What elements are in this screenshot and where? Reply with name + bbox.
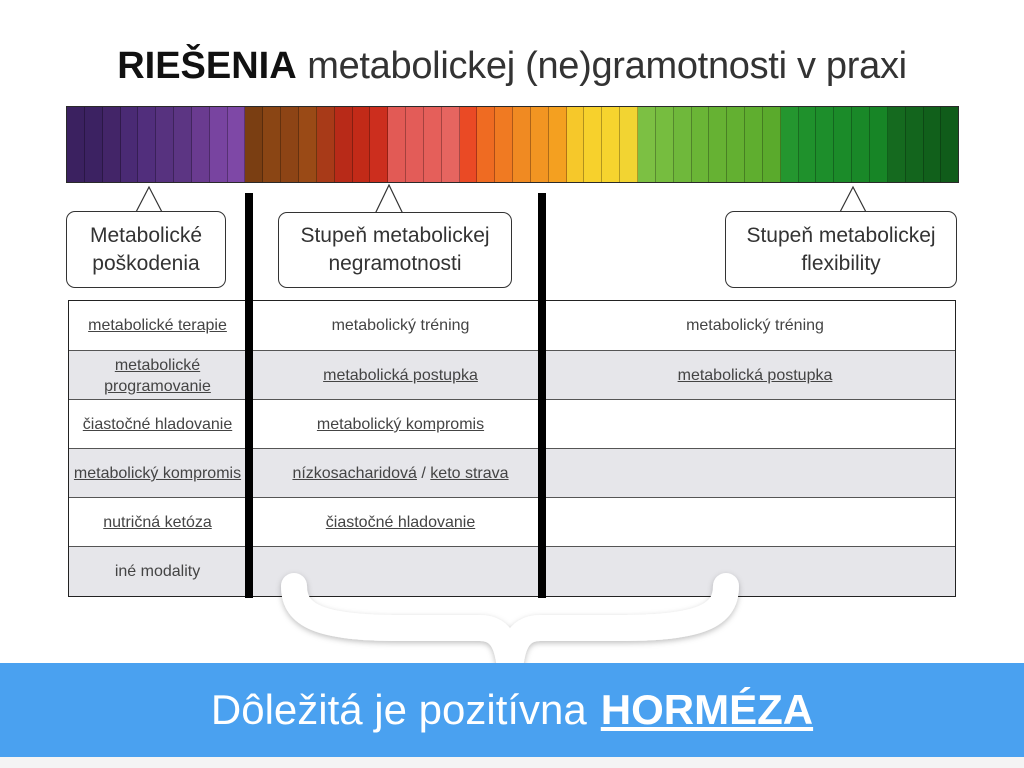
link-text[interactable]: keto strava — [430, 465, 509, 482]
callout-metabolic-flexibility — [725, 211, 957, 288]
table-cell — [69, 301, 246, 350]
spectrum-band — [121, 107, 139, 182]
callout-text: Stupeň metabolickej flexibility — [746, 223, 936, 275]
spectrum-band — [549, 107, 567, 182]
spectrum-band — [567, 107, 585, 182]
spectrum-band — [210, 107, 228, 182]
spectrum-band — [763, 107, 781, 182]
column-divider — [245, 193, 253, 598]
conclusion-banner — [0, 663, 1024, 757]
spectrum-band — [228, 107, 246, 182]
spectrum-band — [460, 107, 478, 182]
spectrum-band — [103, 107, 121, 182]
spectrum-band — [353, 107, 371, 182]
callout-text: Stupeň metabolickej negramotnosti — [300, 224, 490, 275]
link-text[interactable]: metabolický kompromis — [73, 465, 242, 482]
spectrum-band — [781, 107, 799, 182]
spectrum-band — [299, 107, 317, 182]
table-cell — [555, 400, 955, 449]
spectrum-band — [834, 107, 852, 182]
banner-lead-text: Dôležitá je pozitívna — [210, 686, 587, 733]
slide-bottom-edge — [0, 757, 1024, 768]
callout-metabolic-illiteracy — [278, 212, 512, 288]
title-rest: metabolickej (ne)gramotnosti v praxi — [307, 45, 907, 87]
spectrum-band — [156, 107, 174, 182]
spectrum-band — [674, 107, 692, 182]
table-cell — [69, 351, 246, 400]
cell-text: metabolický tréning — [686, 317, 824, 334]
table-cell — [69, 498, 246, 547]
spectrum-band — [138, 107, 156, 182]
table-cell — [254, 351, 547, 400]
link-text[interactable]: nízkosacharidová — [292, 465, 417, 482]
spectrum-band — [477, 107, 495, 182]
cell-text: metabolický tréning — [331, 317, 470, 334]
spectrum-band — [799, 107, 817, 182]
spectrum-band — [192, 107, 210, 182]
spectrum-band — [174, 107, 192, 182]
spectrum-band — [602, 107, 620, 182]
spectrum-band — [692, 107, 710, 182]
spectrum-band — [406, 107, 424, 182]
spectrum-band — [85, 107, 103, 182]
cell-text: iné modality — [114, 563, 201, 580]
spectrum-band — [245, 107, 263, 182]
table-row — [69, 350, 955, 400]
slide-title — [0, 44, 1024, 88]
link-text[interactable]: čiastočné hladovanie — [82, 416, 233, 433]
table-cell — [254, 498, 547, 547]
table-cell — [555, 351, 955, 400]
spectrum-band — [727, 107, 745, 182]
spectrum-band — [816, 107, 834, 182]
callout-text: Metabolické poškodenia — [89, 223, 203, 275]
spectrum-band — [370, 107, 388, 182]
spectrum-band — [335, 107, 353, 182]
spectrum-band — [852, 107, 870, 182]
spectrum-band — [638, 107, 656, 182]
link-text[interactable]: metabolické terapie — [88, 317, 227, 334]
spectrum-band — [870, 107, 888, 182]
spectrum-band — [388, 107, 406, 182]
spectrum-band — [888, 107, 906, 182]
color-spectrum-bar — [66, 106, 959, 183]
spectrum-band — [745, 107, 763, 182]
spectrum-band — [495, 107, 513, 182]
spectrum-band — [941, 107, 958, 182]
table-cell — [555, 449, 955, 498]
table-row — [69, 301, 955, 350]
link-text[interactable]: metabolická postupka — [323, 367, 478, 384]
spectrum-band — [281, 107, 299, 182]
modalities-table — [68, 300, 956, 597]
table-row — [69, 399, 955, 449]
table-row — [69, 497, 955, 547]
spectrum-band — [317, 107, 335, 182]
table-cell — [69, 400, 246, 449]
separator-text: / — [416, 465, 431, 482]
table-row — [69, 448, 955, 498]
table-cell — [69, 449, 246, 498]
spectrum-band — [584, 107, 602, 182]
table-cell — [254, 301, 547, 350]
callout-metabolic-damage — [66, 211, 226, 288]
table-cell — [254, 400, 547, 449]
spectrum-band — [620, 107, 638, 182]
spectrum-band — [442, 107, 460, 182]
link-text[interactable]: nutričná ketóza — [103, 514, 212, 531]
spectrum-band — [513, 107, 531, 182]
link-text[interactable]: metabolická postupka — [677, 367, 833, 384]
link-text[interactable]: metabolický kompromis — [316, 416, 485, 433]
spectrum-band — [906, 107, 924, 182]
banner-emphasis-link[interactable]: HORMÉZA — [600, 686, 814, 733]
link-text[interactable]: čiastočné hladovanie — [325, 514, 476, 531]
spectrum-band — [67, 107, 85, 182]
spectrum-band — [531, 107, 549, 182]
spectrum-band — [709, 107, 727, 182]
table-cell — [69, 547, 246, 596]
table-cell — [555, 301, 955, 350]
table-cell — [555, 498, 955, 547]
table-cell — [254, 449, 547, 498]
spectrum-band — [924, 107, 942, 182]
column-divider — [538, 193, 546, 598]
spectrum-band — [263, 107, 281, 182]
link-text[interactable]: metabolické programovanie — [104, 356, 211, 395]
spectrum-band — [424, 107, 442, 182]
title-bold: RIEŠENIA — [117, 45, 297, 87]
spectrum-band — [656, 107, 674, 182]
